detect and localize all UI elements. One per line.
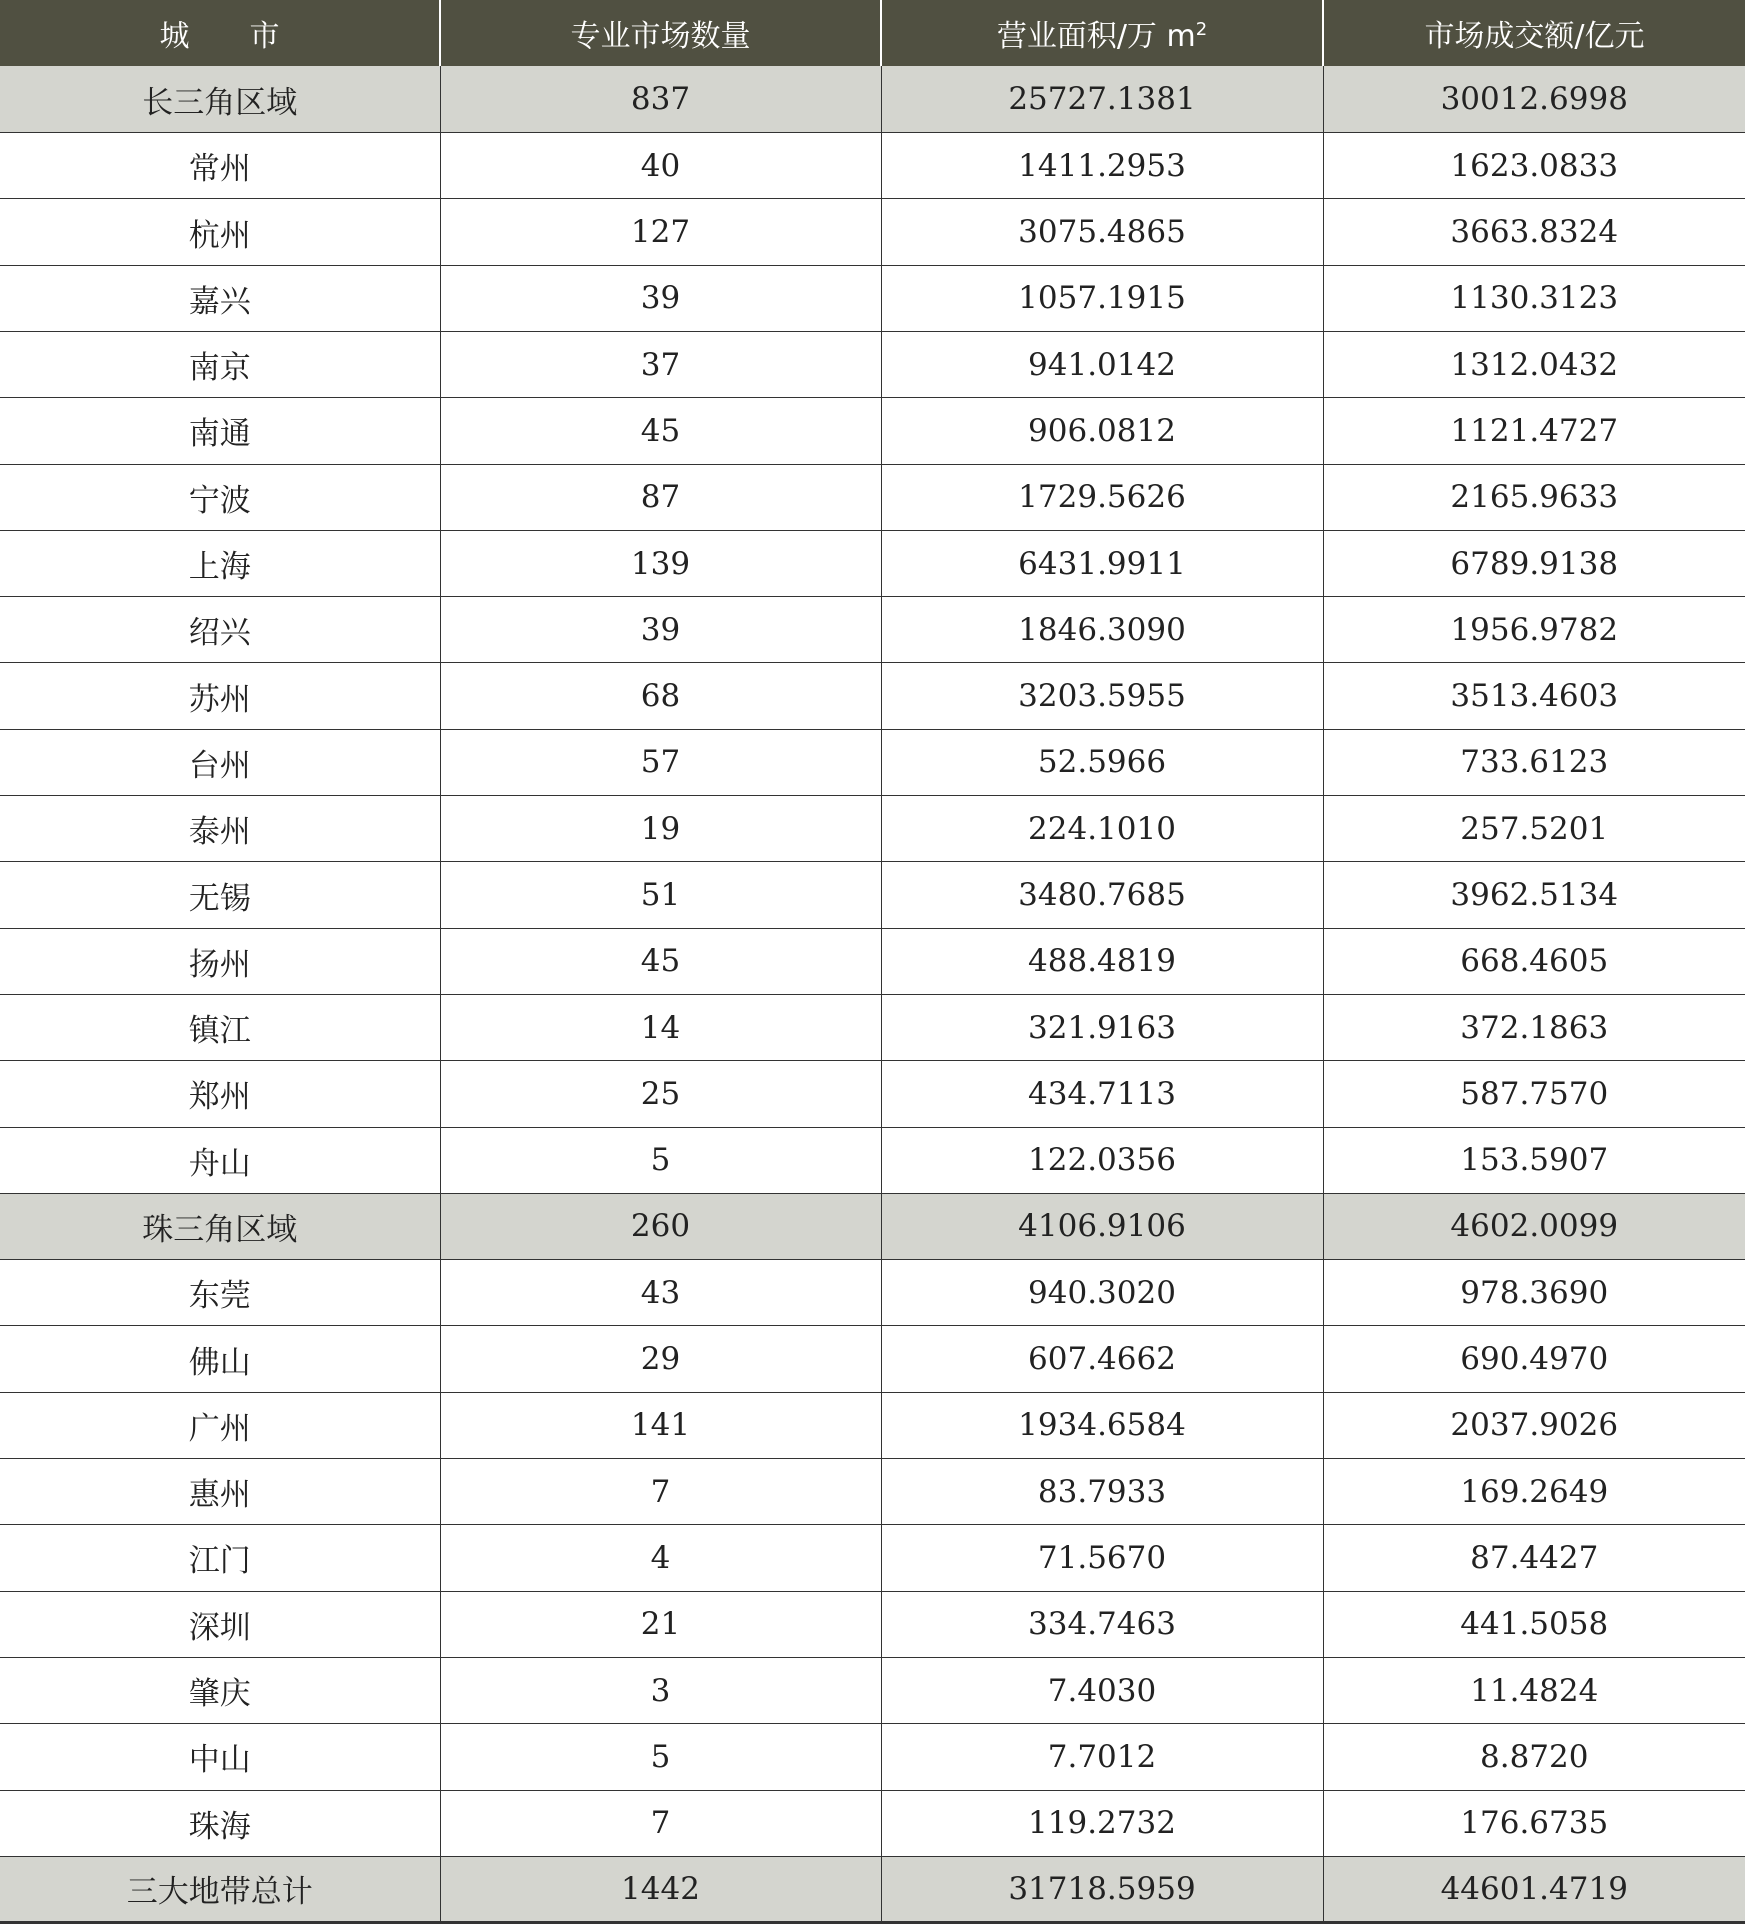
cell-turnover: 978.3690: [1323, 1260, 1745, 1326]
cell-turnover: 4602.0099: [1323, 1193, 1745, 1259]
cell-city: 深圳: [0, 1591, 440, 1657]
cell-market-count: 141: [440, 1392, 881, 1458]
cell-market-count: 139: [440, 530, 881, 596]
table-row: [0, 862, 1745, 928]
cell-market-count: 39: [440, 265, 881, 331]
cell-market-count: 37: [440, 331, 881, 397]
cell-area: 321.9163: [881, 994, 1323, 1060]
cell-market-count: 87: [440, 464, 881, 530]
cell-market-count: 51: [440, 862, 881, 928]
cell-turnover: 690.4970: [1323, 1326, 1745, 1392]
table-row: [0, 1724, 1745, 1790]
cell-area: 1057.1915: [881, 265, 1323, 331]
cell-market-count: 68: [440, 663, 881, 729]
cell-area: 941.0142: [881, 331, 1323, 397]
cell-turnover: 3663.8324: [1323, 199, 1745, 265]
cell-area: 940.3020: [881, 1260, 1323, 1326]
cell-city: 上海: [0, 530, 440, 596]
cell-city: 南京: [0, 331, 440, 397]
table-row: [0, 331, 1745, 397]
cell-turnover: 6789.9138: [1323, 530, 1745, 596]
cell-turnover: 87.4427: [1323, 1525, 1745, 1591]
cell-city: 苏州: [0, 663, 440, 729]
header-row: [0, 0, 1745, 66]
cell-city: 珠三角区域: [0, 1193, 440, 1259]
cell-city: 江门: [0, 1525, 440, 1591]
cell-area: 1934.6584: [881, 1392, 1323, 1458]
table-row: [0, 796, 1745, 862]
cell-area: 906.0812: [881, 398, 1323, 464]
cell-market-count: 39: [440, 597, 881, 663]
cell-city: 广州: [0, 1392, 440, 1458]
table-row: [0, 729, 1745, 795]
cell-city: 佛山: [0, 1326, 440, 1392]
cell-turnover: 44601.4719: [1323, 1856, 1745, 1922]
cell-market-count: 837: [440, 66, 881, 132]
cell-turnover: 1121.4727: [1323, 398, 1745, 464]
table-row: [0, 1392, 1745, 1458]
cell-turnover: 1312.0432: [1323, 331, 1745, 397]
cell-market-count: 45: [440, 398, 881, 464]
table-body: [0, 66, 1745, 1922]
cell-city: 长三角区域: [0, 66, 440, 132]
table-row: [0, 1061, 1745, 1127]
header-market-count: 专业市场数量: [440, 0, 881, 66]
cell-market-count: 40: [440, 133, 881, 199]
table-row: [0, 1260, 1745, 1326]
cell-market-count: 7: [440, 1790, 881, 1856]
cell-city: 泰州: [0, 796, 440, 862]
cell-turnover: 176.6735: [1323, 1790, 1745, 1856]
cell-market-count: 127: [440, 199, 881, 265]
cell-area: 52.5966: [881, 729, 1323, 795]
cell-area: 25727.1381: [881, 66, 1323, 132]
total-row: [0, 1856, 1745, 1922]
table-row: [0, 1790, 1745, 1856]
cell-city: 中山: [0, 1724, 440, 1790]
cell-turnover: 11.4824: [1323, 1657, 1745, 1723]
table-header: [0, 0, 1745, 66]
cell-turnover: 668.4605: [1323, 928, 1745, 994]
cell-market-count: 1442: [440, 1856, 881, 1922]
cell-market-count: 21: [440, 1591, 881, 1657]
table-row: [0, 265, 1745, 331]
cell-area: 1846.3090: [881, 597, 1323, 663]
cell-area: 3480.7685: [881, 862, 1323, 928]
table-row: [0, 1326, 1745, 1392]
cell-turnover: 8.8720: [1323, 1724, 1745, 1790]
cell-market-count: 260: [440, 1193, 881, 1259]
header-turnover: 市场成交额/亿元: [1323, 0, 1745, 66]
cell-market-count: 57: [440, 729, 881, 795]
cell-city: 东莞: [0, 1260, 440, 1326]
cell-area: 31718.5959: [881, 1856, 1323, 1922]
group-row: [0, 1193, 1745, 1259]
cell-turnover: 3513.4603: [1323, 663, 1745, 729]
cell-turnover: 257.5201: [1323, 796, 1745, 862]
cell-turnover: 2165.9633: [1323, 464, 1745, 530]
header-area-label: 营业面积/万 m: [996, 19, 1196, 55]
cell-turnover: 169.2649: [1323, 1459, 1745, 1525]
cell-area: 119.2732: [881, 1790, 1323, 1856]
cell-turnover: 587.7570: [1323, 1061, 1745, 1127]
cell-city: 三大地带总计: [0, 1856, 440, 1922]
cell-turnover: 372.1863: [1323, 994, 1745, 1060]
cell-turnover: 153.5907: [1323, 1127, 1745, 1193]
cell-city: 珠海: [0, 1790, 440, 1856]
table-row: [0, 530, 1745, 596]
cell-market-count: 7: [440, 1459, 881, 1525]
cell-city: 南通: [0, 398, 440, 464]
cell-market-count: 3: [440, 1657, 881, 1723]
table-row: [0, 1459, 1745, 1525]
cell-city: 杭州: [0, 199, 440, 265]
cell-city: 嘉兴: [0, 265, 440, 331]
cell-city: 惠州: [0, 1459, 440, 1525]
header-area-sup: 2: [1195, 19, 1208, 41]
table-row: [0, 1127, 1745, 1193]
table-row: [0, 464, 1745, 530]
cell-turnover: 733.6123: [1323, 729, 1745, 795]
cell-area: 122.0356: [881, 1127, 1323, 1193]
cell-city: 扬州: [0, 928, 440, 994]
table-row: [0, 1525, 1745, 1591]
table-row: [0, 398, 1745, 464]
cell-area: 607.4662: [881, 1326, 1323, 1392]
header-city: 城 市: [0, 0, 440, 66]
cell-city: 常州: [0, 133, 440, 199]
group-row: [0, 66, 1745, 132]
cell-area: 1411.2953: [881, 133, 1323, 199]
cell-turnover: 1130.3123: [1323, 265, 1745, 331]
table-row: [0, 994, 1745, 1060]
cell-market-count: 25: [440, 1061, 881, 1127]
cell-city: 舟山: [0, 1127, 440, 1193]
cell-area: 71.5670: [881, 1525, 1323, 1591]
table-row: [0, 663, 1745, 729]
cell-market-count: 14: [440, 994, 881, 1060]
cell-city: 宁波: [0, 464, 440, 530]
table-row: [0, 928, 1745, 994]
cell-city: 郑州: [0, 1061, 440, 1127]
cell-city: 无锡: [0, 862, 440, 928]
cell-area: 7.4030: [881, 1657, 1323, 1723]
cell-turnover: 3962.5134: [1323, 862, 1745, 928]
header-area: [881, 0, 1323, 66]
cell-city: 镇江: [0, 994, 440, 1060]
cell-turnover: 30012.6998: [1323, 66, 1745, 132]
cell-area: 6431.9911: [881, 530, 1323, 596]
cell-area: 4106.9106: [881, 1193, 1323, 1259]
cell-area: 224.1010: [881, 796, 1323, 862]
cell-turnover: 1956.9782: [1323, 597, 1745, 663]
cell-area: 1729.5626: [881, 464, 1323, 530]
cell-area: 434.7113: [881, 1061, 1323, 1127]
cell-city: 肇庆: [0, 1657, 440, 1723]
table-row: [0, 133, 1745, 199]
cell-market-count: 29: [440, 1326, 881, 1392]
table-row: [0, 1657, 1745, 1723]
cell-city: 绍兴: [0, 597, 440, 663]
cell-market-count: 5: [440, 1127, 881, 1193]
table-row: [0, 597, 1745, 663]
cell-market-count: 5: [440, 1724, 881, 1790]
cell-market-count: 4: [440, 1525, 881, 1591]
table-row: [0, 1591, 1745, 1657]
cell-area: 3203.5955: [881, 663, 1323, 729]
cell-market-count: 19: [440, 796, 881, 862]
table-row: [0, 199, 1745, 265]
cell-city: 台州: [0, 729, 440, 795]
cell-area: 7.7012: [881, 1724, 1323, 1790]
cell-turnover: 1623.0833: [1323, 133, 1745, 199]
cell-area: 488.4819: [881, 928, 1323, 994]
cell-area: 3075.4865: [881, 199, 1323, 265]
cell-turnover: 2037.9026: [1323, 1392, 1745, 1458]
cell-market-count: 43: [440, 1260, 881, 1326]
cell-market-count: 45: [440, 928, 881, 994]
cell-area: 83.7933: [881, 1459, 1323, 1525]
cell-turnover: 441.5058: [1323, 1591, 1745, 1657]
cell-area: 334.7463: [881, 1591, 1323, 1657]
